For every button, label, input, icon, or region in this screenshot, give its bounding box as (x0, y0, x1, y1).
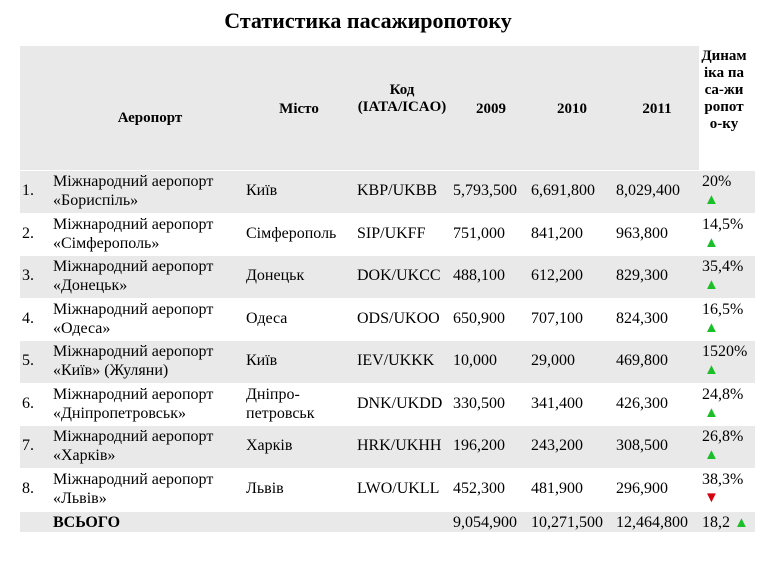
passengers-2009: 330,500 (453, 395, 505, 412)
airport-name: Міжнародний аеропорт «Дніпропетровськ» (53, 386, 214, 422)
passengers-2009: 650,900 (453, 310, 505, 327)
airport-name: Міжнародний аеропорт «Сімферополь» (53, 216, 214, 252)
passengers-2011: 824,300 (616, 310, 668, 327)
city-name: Сімферополь (246, 225, 337, 242)
city-name: Дніпро-петровськ (246, 386, 315, 422)
passengers-2010: 29,000 (531, 352, 575, 369)
passengers-2011: 308,500 (616, 437, 668, 454)
dynamics-value: 16,5% (702, 301, 744, 318)
trend-up-icon: ▲ (704, 320, 719, 336)
header-airport: Аеропорт (117, 110, 183, 126)
city-name: Харків (246, 437, 293, 454)
airport-code: KBP/UKBB (357, 182, 438, 199)
trend-up-icon: ▲ (734, 515, 749, 531)
dynamics-cell (702, 172, 731, 210)
passengers-2010: 481,900 (531, 480, 583, 497)
header-2011: 2011 (642, 101, 672, 117)
row-number: 8. (22, 480, 34, 497)
trend-down-icon: ▼ (704, 490, 719, 506)
passengers-2009: 751,000 (453, 225, 505, 242)
header-2009: 2009 (476, 101, 506, 117)
dynamics-value: 1520% (702, 343, 748, 360)
total-label: ВСЬОГО (53, 514, 121, 531)
airport-code: SIP/UKFF (357, 225, 426, 242)
airport-name: Міжнародний аеропорт «Одеса» (53, 301, 214, 337)
dynamics-value: 14,5% (702, 216, 744, 233)
passengers-2009: 5,793,500 (453, 182, 517, 199)
dynamics-value: 20% (702, 173, 732, 190)
passengers-2009: 452,300 (453, 480, 505, 497)
dynamics-cell (702, 257, 743, 295)
dynamics-value: 38,3% (702, 471, 744, 488)
dynamics-cell (702, 427, 743, 465)
passengers-2010: 6,691,800 (531, 182, 595, 199)
airport-name: Міжнародний аеропорт «Харків» (53, 428, 214, 464)
total-dynamics (702, 513, 749, 533)
passengers-2010: 243,200 (531, 437, 583, 454)
airport-name: Міжнародний аеропорт «Бориспіль» (53, 173, 214, 209)
header-dynamics: Динаміка паса-жиропото-ку (701, 48, 747, 132)
trend-up-icon: ▲ (704, 192, 719, 208)
city-name: Київ (246, 352, 278, 369)
passengers-2009: 196,200 (453, 437, 505, 454)
trend-up-icon: ▲ (704, 362, 719, 378)
trend-up-icon: ▲ (704, 277, 719, 293)
header-city: Місто (279, 101, 319, 117)
airport-name: Міжнародний аеропорт «Київ» (Жуляни) (53, 343, 214, 379)
header-code: Код (IATA/ICAO) (357, 82, 447, 115)
passengers-2011: 829,300 (616, 267, 668, 284)
airport-code: LWO/UKLL (357, 480, 440, 497)
passengers-2011: 469,800 (616, 352, 668, 369)
passengers-2011: 963,800 (616, 225, 668, 242)
page-title: Статистика пасажиропотоку (224, 8, 512, 33)
city-name: Донецьк (246, 267, 305, 284)
passengers-2010: 341,400 (531, 395, 583, 412)
total-dynamics-value: 18,2 (702, 514, 730, 531)
row-number: 2. (22, 225, 34, 242)
city-name: Київ (246, 182, 278, 199)
dynamics-value: 26,8% (702, 428, 744, 445)
passengers-2011: 296,900 (616, 480, 668, 497)
dynamics-value: 35,4% (702, 258, 744, 275)
dynamics-cell (702, 215, 743, 253)
dynamics-cell (702, 470, 743, 508)
header-2010: 2010 (557, 101, 587, 117)
row-number: 3. (22, 267, 34, 284)
total-2009: 9,054,900 (453, 514, 517, 531)
passengers-2010: 612,200 (531, 267, 583, 284)
row-number: 1. (22, 182, 34, 199)
airport-name: Міжнародний аеропорт «Донецьк» (53, 258, 214, 294)
trend-up-icon: ▲ (704, 447, 719, 463)
airport-code: DOK/UKCC (357, 267, 441, 284)
row-number: 5. (22, 352, 34, 369)
airport-code: HRK/UKHH (357, 437, 442, 454)
dynamics-cell (702, 385, 743, 423)
total-2011: 12,464,800 (616, 514, 688, 531)
row-number: 6. (22, 395, 34, 412)
airport-code: ODS/UKOO (357, 310, 440, 327)
passengers-2011: 426,300 (616, 395, 668, 412)
passengers-2011: 8,029,400 (616, 182, 680, 199)
dynamics-value: 24,8% (702, 386, 744, 403)
dynamics-cell (702, 342, 747, 380)
trend-up-icon: ▲ (704, 235, 719, 251)
row-number: 7. (22, 437, 34, 454)
passengers-2010: 841,200 (531, 225, 583, 242)
passengers-2009: 488,100 (453, 267, 505, 284)
dynamics-cell (702, 300, 743, 338)
airport-code: DNK/UKDD (357, 395, 443, 412)
airport-code: IEV/UKKK (357, 352, 435, 369)
airport-name: Міжнародний аеропорт «Львів» (53, 471, 214, 507)
passengers-2010: 707,100 (531, 310, 583, 327)
trend-up-icon: ▲ (704, 405, 719, 421)
passengers-2009: 10,000 (453, 352, 497, 369)
city-name: Одеса (246, 310, 288, 327)
row-number: 4. (22, 310, 34, 327)
total-2010: 10,271,500 (531, 514, 603, 531)
city-name: Львів (246, 480, 284, 497)
